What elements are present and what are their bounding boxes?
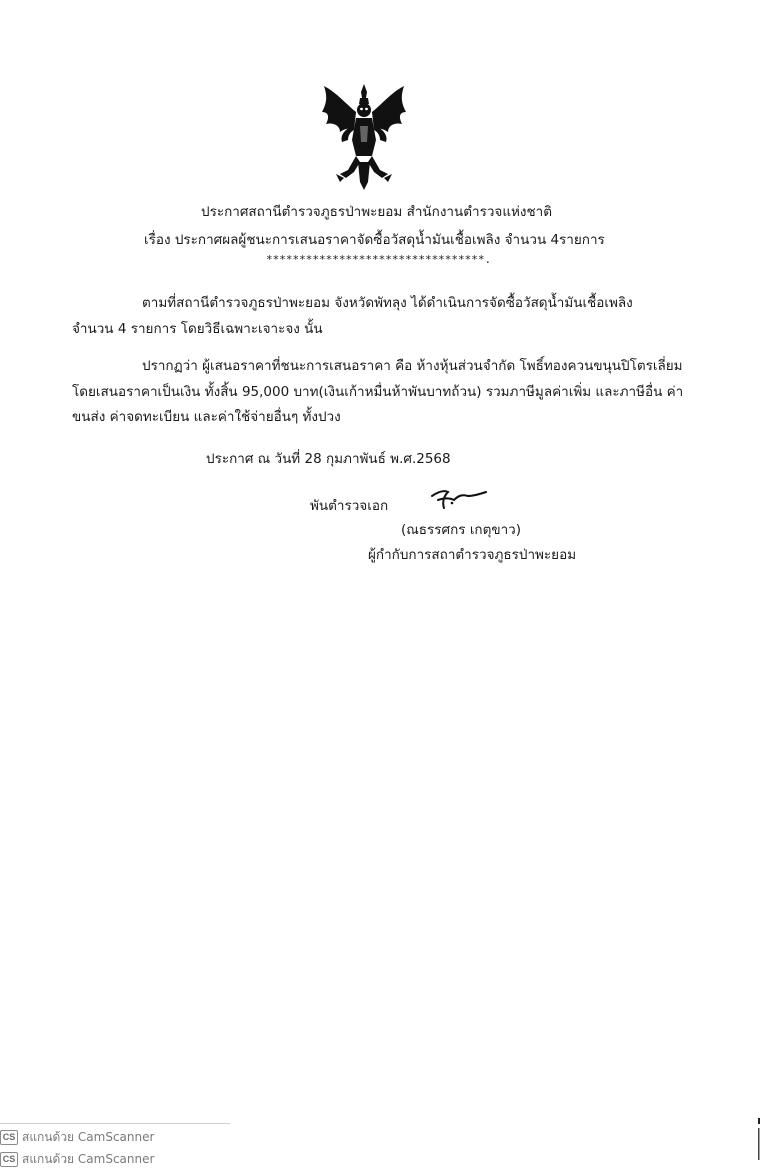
paragraph-2-line-3: ขนส่ง ค่าจดทะเบียน และค่าใช้จ่ายอื่นๆ ทั้งปวง: [72, 409, 341, 425]
signatory-position: ผู้กำกับการสถาตำรวจภูธรป่าพะยอม: [368, 547, 577, 563]
camscanner-logo-icon: CS: [0, 1130, 18, 1145]
footer-divider: [0, 1123, 230, 1124]
scanner-note-2-text: สแกนด้วย CamScanner: [22, 1151, 155, 1166]
handwritten-signature-icon: [428, 486, 488, 512]
camscanner-logo-icon: CS: [0, 1152, 18, 1167]
scanner-note-2: [0, 1151, 154, 1167]
announcement-subject-line: เรื่อง ประกาศผลผู้ชนะการเสนอราคาจัดซื้อวัสดุน้ำมันเชื้อเพลิง จำนวน 4รายการ: [144, 232, 605, 248]
signatory-rank: พันตำรวจเอก: [310, 498, 389, 514]
separator-stars: *********************************.: [266, 253, 492, 266]
paragraph-1-line-2: จำนวน 4 รายการ โดยวิธีเฉพาะเจาะจง นั้น: [72, 321, 323, 337]
announcement-date: ประกาศ ณ วันที่ 28 กุมภาพันธ์ พ.ศ.2568: [206, 451, 451, 467]
garuda-emblem-icon: [318, 82, 410, 194]
announcement-org-line: ประกาศสถานีตำรวจภูธรป่าพะยอม สำนักงานตำรวจแห่งชาติ: [201, 204, 553, 220]
paragraph-2-line-2: โดยเสนอราคาเป็นเงิน ทั้งสิ้น 95,000 บาท(เงินเก้าหมื่นห้าพันบาทถ้วน) รวมภาษีมูลค่าเพิ่ม และภาษีอื่น ค่า: [72, 384, 684, 400]
signatory-name: (ณธรรศกร เกตุขาว): [401, 522, 522, 538]
paragraph-1-line-1: ตามที่สถานีตำรวจภูธรป่าพะยอม จังหวัดพัทลุง ได้ดำเนินการจัดซื้อวัสดุน้ำมันเชื้อเพลิง: [142, 295, 633, 311]
scanner-note-1: [0, 1129, 154, 1145]
scanner-note-1-text: สแกนด้วย CamScanner: [22, 1129, 155, 1144]
scan-edge-mark-icon: [757, 1116, 762, 1164]
paragraph-2-line-1: ปรากฏว่า ผู้เสนอราคาที่ชนะการเสนอราคา คือ ห้างหุ้นส่วนจำกัด โพธิ์ทองควนขนุนปิโตรเลี่ยม: [142, 358, 683, 374]
